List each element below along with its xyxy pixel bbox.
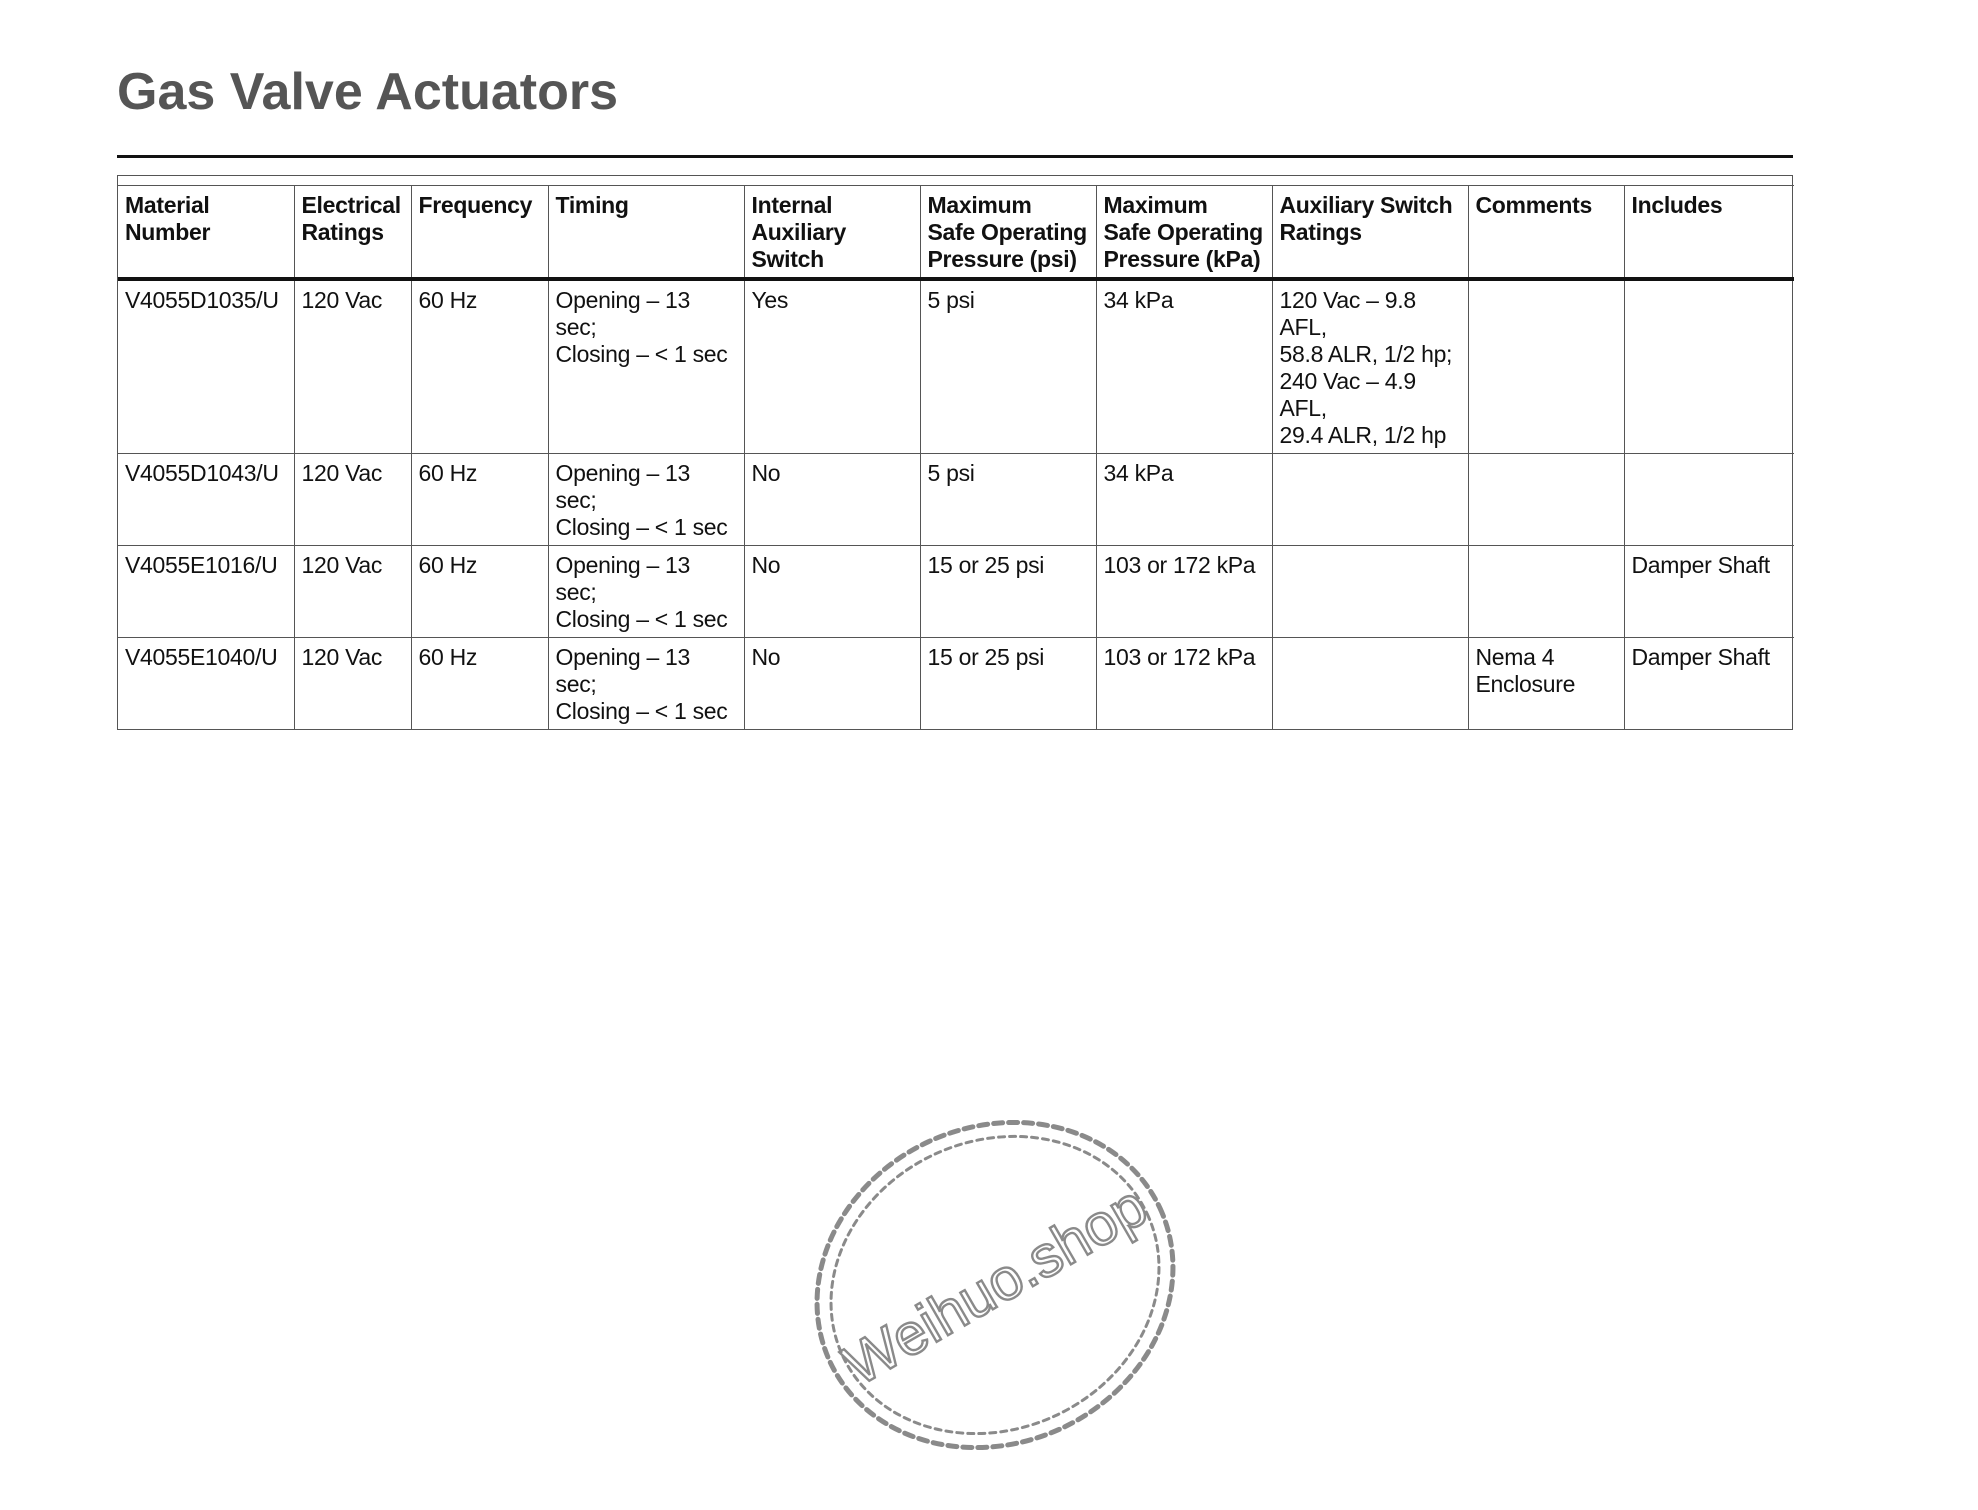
header-includes: Includes <box>1624 186 1794 280</box>
cell-comments <box>1468 279 1624 454</box>
cell-timing: Opening – 13 sec; Closing – < 1 sec <box>548 279 744 454</box>
table-row <box>118 638 1794 730</box>
cell-max-pressure-psi: 15 or 25 psi <box>920 546 1096 638</box>
spec-table <box>118 185 1794 729</box>
cell-timing: Opening – 13 sec; Closing – < 1 sec <box>548 454 744 546</box>
header-material-number: Material Number <box>118 186 294 280</box>
cell-internal-aux-switch: No <box>744 546 920 638</box>
header-max-pressure-psi: Maximum Safe Operating Pressure (psi) <box>920 186 1096 280</box>
page-title: Gas Valve Actuators <box>117 63 618 121</box>
cell-electrical-ratings: 120 Vac <box>294 638 411 730</box>
watermark-stamp <box>800 1115 1190 1455</box>
header-timing: Timing <box>548 186 744 280</box>
cell-includes <box>1624 279 1794 454</box>
cell-internal-aux-switch: No <box>744 454 920 546</box>
table-row <box>118 454 1794 546</box>
cell-internal-aux-switch: Yes <box>744 279 920 454</box>
cell-frequency: 60 Hz <box>411 279 548 454</box>
cell-timing: Opening – 13 sec; Closing – < 1 sec <box>548 638 744 730</box>
cell-frequency: 60 Hz <box>411 638 548 730</box>
cell-internal-aux-switch: No <box>744 638 920 730</box>
header-electrical-ratings: Electrical Ratings <box>294 186 411 280</box>
cell-comments <box>1468 546 1624 638</box>
cell-material-number: V4055E1040/U <box>118 638 294 730</box>
header-internal-aux-switch: Internal Auxiliary Switch <box>744 186 920 280</box>
header-comments: Comments <box>1468 186 1624 280</box>
cell-aux-switch-ratings <box>1272 546 1468 638</box>
cell-max-pressure-kpa: 34 kPa <box>1096 454 1272 546</box>
cell-material-number: V4055D1035/U <box>118 279 294 454</box>
cell-frequency: 60 Hz <box>411 546 548 638</box>
spec-table-container <box>117 175 1793 730</box>
cell-comments: Nema 4 Enclosure <box>1468 638 1624 730</box>
cell-aux-switch-ratings <box>1272 638 1468 730</box>
table-row <box>118 279 1794 454</box>
cell-includes: Damper Shaft <box>1624 638 1794 730</box>
cell-electrical-ratings: 120 Vac <box>294 454 411 546</box>
table-row <box>118 546 1794 638</box>
cell-frequency: 60 Hz <box>411 454 548 546</box>
header-frequency: Frequency <box>411 186 548 280</box>
cell-comments <box>1468 454 1624 546</box>
header-aux-switch-ratings: Auxiliary Switch Ratings <box>1272 186 1468 280</box>
cell-material-number: V4055D1043/U <box>118 454 294 546</box>
cell-max-pressure-psi: 5 psi <box>920 279 1096 454</box>
cell-max-pressure-kpa: 34 kPa <box>1096 279 1272 454</box>
cell-max-pressure-psi: 5 psi <box>920 454 1096 546</box>
header-max-pressure-kpa: Maximum Safe Operating Pressure (kPa) <box>1096 186 1272 280</box>
cell-max-pressure-kpa: 103 or 172 kPa <box>1096 638 1272 730</box>
cell-includes: Damper Shaft <box>1624 546 1794 638</box>
title-divider <box>117 155 1793 158</box>
cell-material-number: V4055E1016/U <box>118 546 294 638</box>
table-header-row <box>118 186 1794 280</box>
cell-aux-switch-ratings: 120 Vac – 9.8 AFL, 58.8 ALR, 1/2 hp; 240 Vac – 4.9 AFL, 29.4 ALR, 1/2 hp <box>1272 279 1468 454</box>
cell-electrical-ratings: 120 Vac <box>294 546 411 638</box>
cell-aux-switch-ratings <box>1272 454 1468 546</box>
cell-timing: Opening – 13 sec; Closing – < 1 sec <box>548 546 744 638</box>
cell-max-pressure-psi: 15 or 25 psi <box>920 638 1096 730</box>
watermark-text: Weihuo.shop <box>832 1172 1158 1398</box>
cell-max-pressure-kpa: 103 or 172 kPa <box>1096 546 1272 638</box>
cell-electrical-ratings: 120 Vac <box>294 279 411 454</box>
cell-includes <box>1624 454 1794 546</box>
